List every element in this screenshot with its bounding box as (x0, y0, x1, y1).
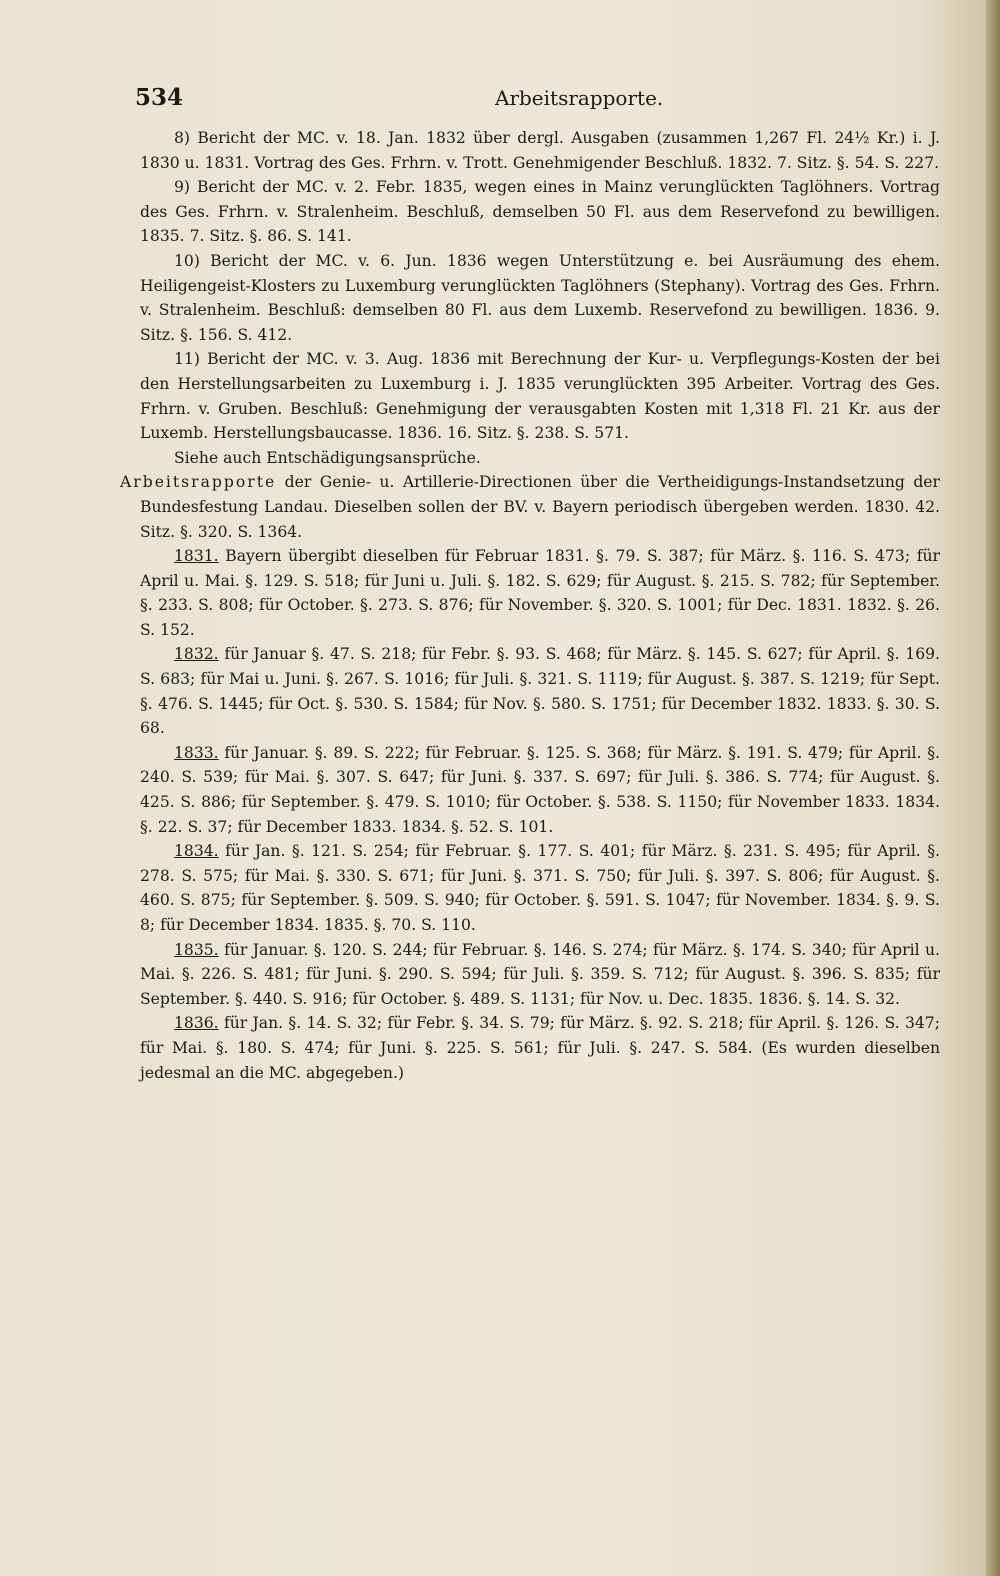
year-text: für Januar. §. 89. S. 222; für Februar. §. 125. S. 368; für März. §. 191. S. 479; für April. §. 240. S. 539; für Mai. §. 307. S. 647; für Juni. §. 337. S. 697; für Juli. §. 386. S. 774; für August. §. 425. S. 886; für September. §. 479. S. 1010; für October. §. 538. S. 1150; für November 1833. 1834. §. 22. S. 37; für December 1833. 1834. §. 52. S. 101. (140, 743, 940, 836)
year-paragraph-1836 (140, 1011, 940, 1085)
year-label: 1832. (174, 645, 219, 664)
entry-text: der Genie- u. Artillerie-Directionen über die Vertheidigungs-Instandsetzung der Bundesfestung Landau. Dieselben sollen der BV. v. Bayern periodisch übergeben werden. 1830. 42. Sitz. §. 320. S. 1364. (140, 473, 940, 541)
year-text: Bayern übergibt dieselben für Februar 1831. §. 79. S. 387; für März. §. 116. S. 473; für April u. Mai. §. 129. S. 518; für Juni u. Juli. §. 182. S. 629; für August. §. 215. S. 782; für September. §. 233. S. 808; für October. §. 273. S. 876; für November. §. 320. S. 1001; für Dec. 1831. 1832. §. 26. S. 152. (140, 547, 940, 639)
year-label: 1836. (174, 1014, 219, 1033)
year-label: 1834. (174, 842, 219, 861)
year-paragraph-1835 (140, 938, 940, 1012)
year-paragraph-1833 (140, 741, 940, 839)
year-label: 1833. (174, 743, 219, 762)
page-number: 534 (135, 84, 184, 111)
page-header (135, 84, 664, 120)
page-body (120, 126, 940, 1085)
cross-reference: Siehe auch Entschädigungsansprüche. (174, 448, 481, 467)
paragraph-item-10: 10) Bericht der MC. v. 6. Jun. 1836 wegen Unterstützung e. bei Ausräumung des ehem. Heiligengeist-Klosters zu Luxemburg verunglückten Taglöhners (Stephany). Vortrag des Ges. Frhrn. v. Stralenheim. Beschluß: demselben 80 Fl. aus dem Luxemb. Reservefond zu bewilligen. 1836. 9. Sitz. §. 156. S. 412. (140, 251, 940, 344)
year-paragraph-1832 (140, 642, 940, 740)
year-paragraph-1831 (140, 544, 940, 642)
page-edge-shadow (986, 0, 1000, 1576)
year-text: für Januar §. 47. S. 218; für Febr. §. 93. S. 468; für März. §. 145. S. 627; für April. §. 169. S. 683; für Mai u. Juni. §. 267. S. 1016; für Juli. §. 321. S. 1119; für August. §. 387. S. 1219; für Sept. §. 476. S. 1445; für Oct. §. 530. S. 1584; für Nov. §. 580. S. 1751; für December 1832. 1833. §. 30. S. 68. (140, 645, 940, 738)
year-paragraph-1834 (140, 839, 940, 937)
year-text: für Januar. §. 120. S. 244; für Februar. §. 146. S. 274; für März. §. 174. S. 340; für April u. Mai. §. 226. S. 481; für Juni. §. 290. S. 594; für Juli. §. 359. S. 712; für August. §. 396. S. 835; für September. §. 440. S. 916; für October. §. 489. S. 1131; für Nov. u. Dec. 1835. 1836. §. 14. S. 32. (140, 940, 940, 1008)
paragraph-item-9: 9) Bericht der MC. v. 2. Febr. 1835, wegen eines in Mainz verunglückten Taglöhners. Vortrag des Ges. Frhrn. v. Stralenheim. Beschluß, demselben 50 Fl. aus dem Reservefond zu bewilligen. 1835. 7. Sitz. §. 86. S. 141. (140, 178, 940, 246)
running-title: Arbeitsrapporte. (495, 86, 664, 110)
paragraph-item-11: 11) Bericht der MC. v. 3. Aug. 1836 mit Berechnung der Kur- u. Verpflegungs-Kosten der bei den Herstellungsarbeiten zu Luxemburg i. J. 1835 verunglückten 395 Arbeiter. Vortrag des Ges. Frhrn. v. Gruben. Beschluß: Genehmigung der verausgabten Kosten mit 1,318 Fl. 21 Kr. aus der Luxemb. Herstellungsbaucasse. 1836. 16. Sitz. §. 238. S. 571. (140, 350, 940, 443)
year-label: 1831. (174, 547, 219, 566)
year-text: für Jan. §. 14. S. 32; für Febr. §. 34. S. 79; für März. §. 92. S. 218; für April. §. 126. S. 347; für Mai. §. 180. S. 474; für Juni. §. 225. S. 561; für Juli. §. 247. S. 584. (Es wurden dieselben jedesmal an die MC. abgegeben.) (140, 1014, 940, 1082)
year-text: für Jan. §. 121. S. 254; für Februar. §. 177. S. 401; für März. §. 231. S. 495; für April. §. 278. S. 575; für Mai. §. 330. S. 671; für Juni. §. 371. S. 750; für Juli. §. 397. S. 806; für August. §. 460. S. 875; für September. §. 509. S. 940; für October. §. 591. S. 1047; für November. 1834. §. 9. S. 8; für December 1834. 1835. §. 70. S. 110. (140, 842, 940, 934)
entry-arbeitsrapporte (120, 470, 940, 544)
entry-headword: Arbeitsrapporte (120, 473, 277, 492)
paragraph-item-8: 8) Bericht der MC. v. 18. Jan. 1832 über dergl. Ausgaben (zusammen 1,267 Fl. 24½ Kr.) i. J. 1830 u. 1831. Vortrag des Ges. Frhrn. v. Trott. Genehmigender Beschluß. 1832. 7. Sitz. §. 54. S. 227. (140, 129, 940, 172)
year-label: 1835. (174, 940, 219, 959)
